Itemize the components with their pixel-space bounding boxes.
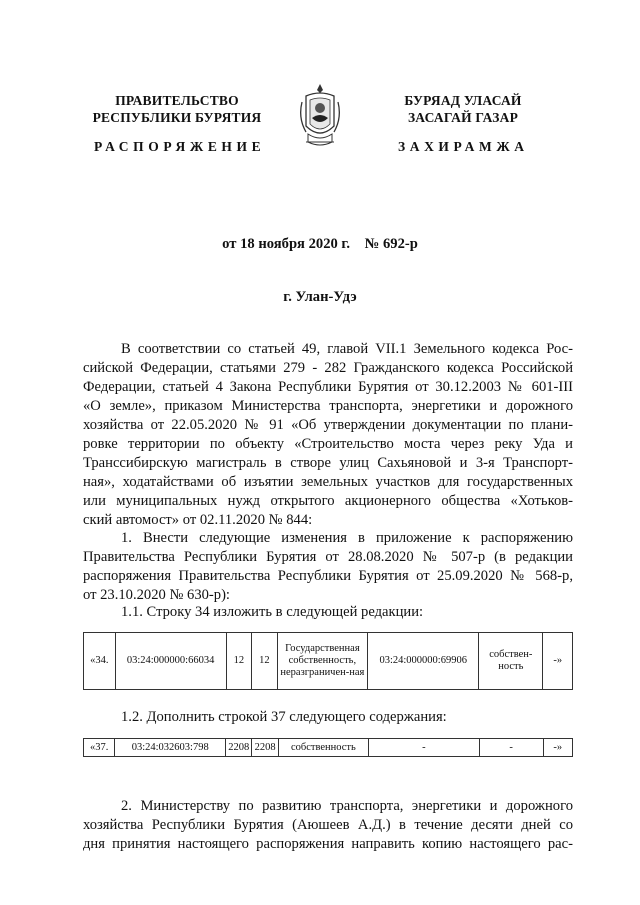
date-number: от 18 ноября 2020 г. № 692-р <box>222 236 418 252</box>
preamble-line: или муниципальных нужд открытого акционерного общества «Хотьков- <box>83 493 573 509</box>
cell-number: «37. <box>84 739 115 757</box>
preamble-line: хозяйства от 22.05.2020 № 91 «Об утверждении документации по плани- <box>83 417 573 433</box>
preamble-line: сийской Федерации, статьями 279 - 282 Гражданского кодекса Российской <box>83 360 573 376</box>
item-2-line: 2. Министерству по развитию транспорта, энергетики и дорожного <box>121 798 573 814</box>
coat-of-arms-icon <box>296 82 344 154</box>
item-1-line: распоряжения Правительства Республики Бурятия от 25.09.2020 № 568-р, <box>83 568 573 584</box>
cell-end: -» <box>543 739 572 757</box>
item-2-line: хозяйства Республики Бурятия (Аюшеев А.Д.) в течение десяти дней со <box>83 817 573 833</box>
cell-right-type: - <box>479 739 543 757</box>
header-right-line-2: ЗАСАГАЙ ГАЗАР <box>407 110 519 125</box>
table-row <box>84 633 573 690</box>
cell-area-seized: 2208 <box>252 739 278 757</box>
cell-cadastral-number: 03:24:032603:798 <box>115 739 226 757</box>
item-1-2-text: 1.2. Дополнить строкой 37 следующего содержания: <box>121 709 447 725</box>
table-row <box>84 739 573 757</box>
table-row-37 <box>83 738 573 757</box>
preamble-line: «О земле», приказом Министерства транспорта, энергетики и дорожного <box>83 398 573 414</box>
preamble-paragraph <box>83 340 573 530</box>
cell-number: «34. <box>84 633 116 690</box>
item-1-paragraph <box>83 529 573 605</box>
preamble-line: ровке территории по объекту «Строительство моста через реку Уда и <box>83 436 573 452</box>
item-1-line: Правительства Республики Бурятия от 28.08.2020 № 507-р (в редакции <box>83 549 573 565</box>
item-2-paragraph <box>83 797 573 854</box>
header-right <box>388 92 538 126</box>
item-1-line: от 23.10.2020 № 630-р): <box>83 587 230 603</box>
header-left-doc-type: РАСПОРЯЖЕНИЕ <box>94 139 266 154</box>
preamble-line: Транссибирскую магистраль в створе улиц Сахьяновой и 3-я Транспорт- <box>83 455 573 471</box>
item-1-line: 1. Внести следующие изменения в приложение к распоряжению <box>121 530 573 546</box>
header-left-line-1: ПРАВИТЕЛЬСТВО <box>115 93 239 108</box>
cell-ownership: Государственная собственность, неразграничен-ная <box>277 633 368 690</box>
header-left <box>92 92 262 126</box>
cell-ownership: собственность <box>278 739 368 757</box>
cell-parent-cadastral: 03:24:000000:69906 <box>368 633 479 690</box>
cell-area: 2208 <box>226 739 252 757</box>
table-row-34 <box>83 632 573 690</box>
city: г. Улан-Удэ <box>283 289 357 305</box>
header-right-line-1: БУРЯАД УЛАСАЙ <box>404 93 522 108</box>
item-1-1-text: 1.1. Строку 34 изложить в следующей редакции: <box>121 604 424 620</box>
header-right-doc-type: ЗАХИРАМЖА <box>398 139 529 154</box>
cell-area-seized: 12 <box>252 633 277 690</box>
item-2-line: дня принятия настоящего распоряжения направить копию настоящего рас- <box>83 836 573 852</box>
header-left-line-2: РЕСПУБЛИКИ БУРЯТИЯ <box>92 110 262 125</box>
preamble-line: Федерации, статьей 4 Закона Республики Бурятия от 30.12.2003 № 601-III <box>83 379 573 395</box>
preamble-line: В соответствии со статьей 49, главой VII.1 Земельного кодекса Рос- <box>121 341 573 357</box>
cell-parent-cadastral: - <box>369 739 480 757</box>
cell-right-type: собствен-ность <box>479 633 543 690</box>
preamble-line: ная», ходатайствами об изъятии земельных участков для государственных <box>83 474 573 490</box>
cell-area: 12 <box>226 633 251 690</box>
cell-end: -» <box>543 633 573 690</box>
preamble-line: ский автомост» от 02.11.2020 № 844: <box>83 512 313 528</box>
cell-cadastral-number: 03:24:000000:66034 <box>115 633 226 690</box>
